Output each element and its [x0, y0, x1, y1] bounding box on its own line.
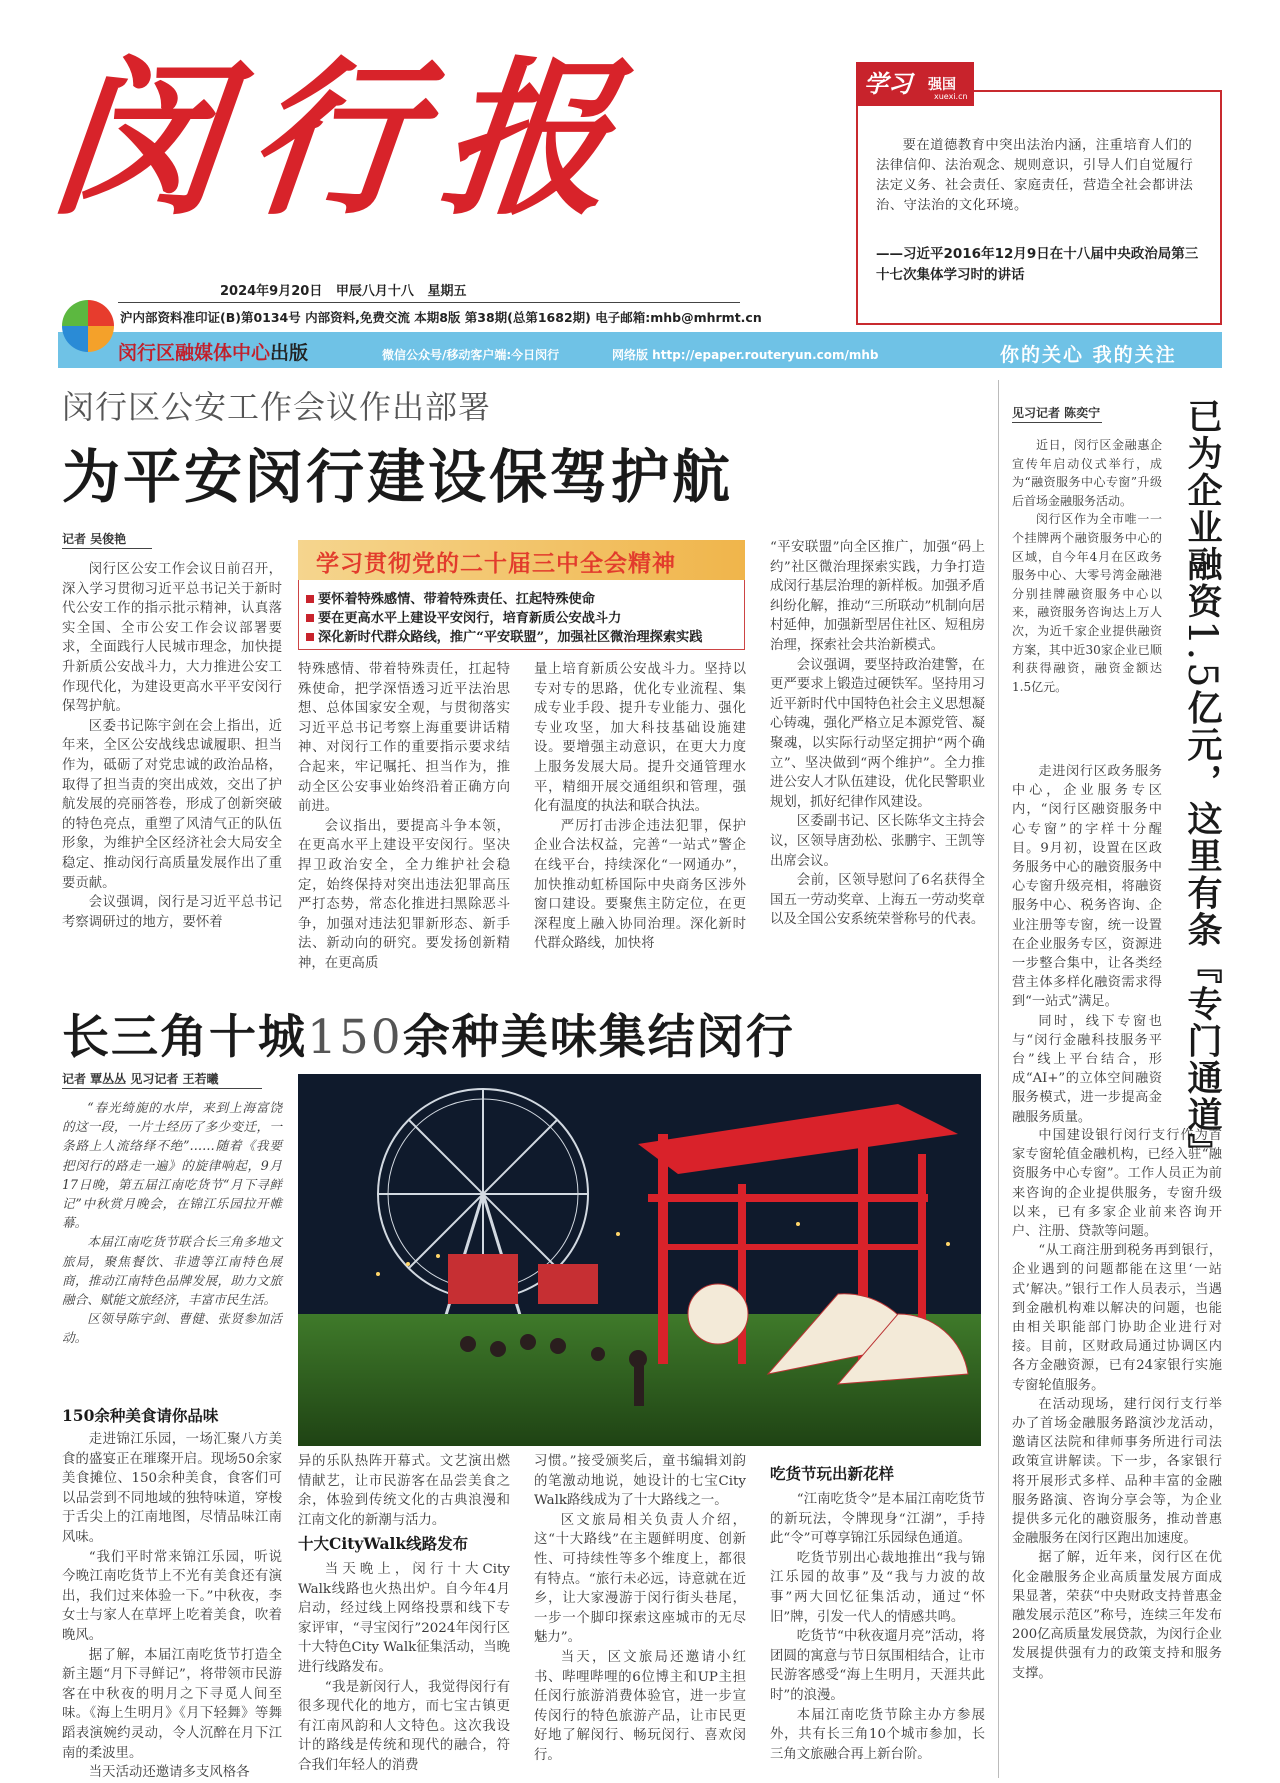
second-c4-para: 吃货节“中秋夜遛月亮”活动，将团圆的寓意与节日氛围相结合，让市民游客感受“海上生明月，天涯共此时”的浪漫。	[770, 1629, 985, 1703]
second-column-1	[62, 1430, 282, 1783]
study-item: 要在更高水平上建设平安闵行，培育新质公安战斗力	[306, 607, 621, 626]
second-byline-rule	[62, 1088, 262, 1089]
second-column-3	[534, 1452, 746, 1766]
banner-slogan: 你的关心 我的关注	[1000, 344, 1177, 366]
dateline	[220, 280, 467, 299]
second-c1-para: 当天活动还邀请多支风格各	[88, 1765, 250, 1781]
second-c1-para: “我们平时常来锦江乐园，听说今晚江南吃货节上不光有美食还有演出，我们过来体验一下。”中秋夜，李女士与家人在草坪上吃着美食，吹着晚风。	[62, 1549, 282, 1643]
festival-photo-illustration	[298, 1074, 981, 1446]
lead-column-2	[298, 660, 510, 974]
issue-date: 2024年9月20日	[220, 284, 323, 299]
second-subhead-2: 十大CityWalk线路发布	[298, 1534, 469, 1553]
second-c2-para: 当天晚上，闵行十大City Walk线路也火热出炉。自今年4月启动，经过线上网络投票和线下专家评审，“寻宝闵行”2024年闵行区十大特色City Walk征集活动，当晚进行线路发布。	[298, 1562, 511, 1675]
sidebar-para: 在活动现场，建行闵行支行举办了首场金融服务路演沙龙活动，邀请区法院和律师事务所进行司法政策宣讲解读。下一步，各家银行将开展形式多样、品种丰富的金融服务路演、咨询分享会等，为企业提供多元化的融资服务，推动普惠金融服务在闵行区跑出加速度。	[1012, 1396, 1222, 1547]
sidebar-column-wide	[1012, 1126, 1222, 1683]
sidebar-para: 闵行区作为全市唯一一个挂牌两个融资服务中心的区域，自今年4月在区政务服务中心、大零号湾金融港分别挂牌融资服务中心以来，融资服务咨询达上万人次，为近千家企业提供融资方案，其中近30家企业已顺利获得融资，融资金额达1.5亿元。	[1012, 512, 1162, 694]
xuexi-brand: 学习	[864, 69, 912, 98]
publisher-label: 闵行区融媒体中心	[118, 342, 271, 364]
study-callout-title: 学习贯彻党的二十届三中全会精神	[316, 551, 676, 577]
second-byline: 记者 覃丛丛 见习记者 王若曦	[62, 1072, 219, 1086]
lead-col1-para: 闵行区公安工作会议日前召开，深入学习贯彻习近平总书记关于新时代公安工作的指示批示精神，认真落实全国、全市公安工作会议部署要求，全面践行人民城市理念，加快提升新质公安战斗力，大力推进公安工作现代化，为建设更高水平平安闵行保驾护航。	[62, 562, 282, 715]
quote-text: 要在道德教育中突出法治内涵，注重培育人们的法律信仰、法治观念、规则意识，引导人们自觉履行法定义务、社会责任、家庭责任，营造全社会都讲法治、守法治的文化环境。	[876, 138, 1194, 213]
sidebar-para: 中国建设银行闵行支行作为首家专窗轮值金融机构，已经入驻“融资服务中心专窗”。工作人员正为前来咨询的企业提供服务，专窗升级以来，已有多家企业前来咨询开户、注册、贷款等问题。	[1012, 1128, 1222, 1240]
sidebar-byline: 见习记者 陈奕宁	[1012, 406, 1101, 420]
second-column-4	[770, 1490, 985, 1764]
sidebar-para: “从工商注册到税务再到银行，企业遇到的问题都能在这里‘一站式’解决。”银行工作人员表示，当遇到金融机构难以解决的问题，也能由相关职能部门协助企业进行对接。目前，区财政局通过协调区内各方金融资源，已有24家银行实施专窗轮值服务。	[1012, 1243, 1222, 1393]
lead-col3-para: 严厉打击涉企违法犯罪，保护企业合法权益，完善“一站式”警企在线平台，持续深化“一网通办”，加快推动虹桥国际中央商务区涉外窗口建设。要聚焦主防定位，在更深程度上融入协同治理。深化新时代群众路线，加快将	[534, 818, 746, 952]
second-headline-number: 150	[307, 1010, 403, 1065]
newspaper-title: 闵行报	[44, 40, 648, 238]
xuexi-url: xuexi.cn	[934, 92, 968, 101]
lead-col2-para: 特殊感情、带着特殊责任，扛起特殊使命，把学深悟透习近平法治思想、总体国家安全观，与贯彻落实习近平总书记考察上海重要讲话精神、对闵行工作的重要指示要求结合起来，牢记嘱托、担当作为，推动全区公安事业始终沿着正确方向前进。	[298, 662, 510, 815]
second-intro-para: “春光绮旎的水岸，来到上海富饶的这一段，一片土经历了多少变迁，一条路上人流络绎不绝”……随着《我要把闵行的路走一遍》的旋律响起，9月17日晚，第五届江南吃货节“月下寻鲜记”中秋赏月晚会，在锦江乐园拉开帷幕。	[62, 1100, 282, 1231]
sidebar-headline-part-b: 亿元，这里有条『专门通道』	[1182, 689, 1222, 1171]
study-item: 要怀着特殊感情、带着特殊责任、扛起特殊使命	[306, 588, 595, 607]
second-subhead-1: 150余种美食请你品味	[62, 1406, 219, 1425]
study-item: 深化新时代群众路线，推广“平安联盟”，加强社区微治理探索实践	[306, 626, 702, 645]
second-intro	[62, 1098, 282, 1348]
sidebar-para: 同时，线下专窗也与“闵行金融科技服务平台”线上平台结合，形成“AI+”的立体空间融资服务模式，进一步提高金融服务质量。	[1012, 1013, 1162, 1125]
second-c2-lead: 异的乐队热阵开幕式。文艺演出燃情献艺，让市民游客在品尝美食之余，体验到传统文化的古典浪漫和江南文化的新潮与活力。	[298, 1454, 510, 1528]
second-subhead-3: 吃货节玩出新花样	[770, 1464, 895, 1483]
sidebar-headline-number: 1.5	[1179, 620, 1225, 690]
column-divider	[998, 380, 999, 1778]
publisher-name	[118, 338, 308, 365]
lead-headline: 为平安闵行建设保驾护航	[62, 443, 734, 511]
lead-col2-para: 会议指出，要提高斗争本领，在更高水平上建设平安闵行。坚决捍卫政治安全，全力维护社会稳定，始终保持对突出违法犯罪高压严打态势，常态化推进扫黑除恶斗争，加强对违法犯罪新形态、新手法、新动向的研究。要发扬创新精神，在更高质	[298, 818, 510, 971]
lead-col4-para: 会议强调，要坚持政治建警，在更严要求上锻造过硬铁军。坚持用习近平新时代中国特色社会主义思想凝心铸魂，强化严格立足本源党管、凝聚魂，以实际行动坚定拥护“两个确立”、坚决做到“两个维护”。全力推进公安人才队伍建设，优化民警职业规划，抓好纪律作风建设。	[770, 657, 985, 810]
second-c3-para: 当天，区文旅局还邀请小红书、哔哩哔哩的6位博主和UP主担任闵行旅游消费体验官，进一步宣传闵行的特色旅游产品，让市民更好地了解闵行、畅玩闵行、喜欢闵行。	[534, 1649, 746, 1763]
sidebar-para: 据了解，近年来，闵行区在优化金融服务企业高质量发展方面成果显著，荣获“中央财政支持普惠金融发展示范区”称号，连续三年发布200亿高质量发展贷款，为闵行企业发展提供强有力的政策支持和服务支撑。	[1012, 1550, 1222, 1681]
second-c4-para: “江南吃货令”是本届江南吃货节的新玩法，令牌现身“江湖”，手持此“令”可尊享锦江乐园绿色通道。	[770, 1492, 985, 1547]
masthead-rule	[118, 302, 740, 303]
second-c1-para: 据了解，本届江南吃货节打造全新主题“月下寻鲜记”，将带领市民游客在中秋夜的明月之下寻觅人间至味。《海上生明月》《月下轻舞》等舞蹈表演婉约灵动，令人沉醉在月下江南的柔波里。	[62, 1647, 282, 1761]
masthead-logo	[44, 40, 755, 270]
lead-column-4	[770, 538, 985, 930]
lead-column-3	[534, 660, 746, 954]
weekday: 星期五	[427, 284, 467, 299]
byline-rule	[62, 548, 152, 549]
lead-col4-para: “平安联盟”向全区推广，加强“码上约”社区微治理探索实践，力争打造成闵行基层治理的新样板。加强矛盾纠纷化解，推动“三所联动”机制向居村延伸，加强新型居住社区、短租房治理，探索社会共治新模式。	[770, 540, 985, 653]
second-column-2b	[298, 1560, 510, 1776]
sidebar-column-mid	[1012, 762, 1162, 1127]
second-intro-para: 区领导陈宇剑、曹健、张贤参加活动。	[62, 1311, 282, 1346]
second-c1-para: 走进锦江乐园，一场汇聚八方美食的盛宴正在璀璨开启。现场50余家美食摊位、150余种美食，食客们可以品尝到不同地域的独特味道，穿梭于舌尖上的江南地图，尽情品味江南风味。	[62, 1432, 282, 1545]
sidebar-column-narrow	[1012, 436, 1162, 696]
lead-col4-para: 会前，区领导慰问了6名获得全国五一劳动奖章、上海五一劳动奖章以及全国公安系统荣誉称号的代表。	[770, 873, 985, 928]
second-c3-para: 习惯。”接受颁奖后，童书编辑刘韵的笔激动地说，她设计的七宝City Walk路线成为了十大路线之一。	[534, 1454, 746, 1509]
lead-col4-para: 区委副书记、区长陈华文主持会议，区领导唐劲松、张鹏宇、王凯等出席会议。	[770, 814, 985, 869]
sidebar-byline-rule	[1012, 422, 1102, 423]
web-edition-link[interactable]: 网络版 http://epaper.routeryun.com/mhb	[612, 348, 879, 362]
wechat-info: 微信公众号/移动客户端:今日闵行	[382, 348, 560, 362]
publication-info: 沪内部资料准印证(B)第0134号 内部资料,免费交流 本期8版 第38期(总第1682期) 电子邮箱:mhb@mhrmt.cn	[120, 310, 762, 325]
lunar-date: 甲辰八月十八	[335, 284, 414, 299]
sidebar-headline	[1172, 398, 1225, 1218]
second-headline-part-b: 余种美味集结闵行	[402, 1010, 795, 1065]
xuexi-brand-suffix: 强国	[928, 77, 956, 93]
second-c2-para: “我是新闵行人，我觉得闵行有很多现代化的地方，而七宝古镇更有江南风韵和人文特色。这次我设计的路线是传统和现代的融合，符合我们年轻人的消费	[298, 1679, 510, 1773]
media-center-logo-icon	[62, 300, 114, 352]
second-column-2	[298, 1452, 510, 1530]
second-c4-para: 本届江南吃货节除主办方参展外，共有长三角10个城市参加，长三角文旅融合再上新台阶。	[770, 1707, 985, 1762]
lead-kicker: 闵行区公安工作会议作出部署	[62, 388, 492, 426]
second-headline	[62, 1000, 795, 1067]
second-c3-para: 区文旅局相关负责人介绍，这“十大路线”在主题鲜明度、创新性、可持续性等多个维度上，都很有特点。“旅行未必远，诗意就在近乡，让大家漫游于闵行街头巷尾，一步一个脚印探索这座城市的无尽魅力”。	[534, 1512, 746, 1646]
lead-col3-para: 量上培育新质公安战斗力。坚持以专对专的思路，优化专业流程、集成专业手段、提升专业能力、强化专业攻坚，加大科技基础设施建设。要增强主动意识，在更大力度上服务发展大局。提升交通管理水平，精细开展交通组织和管理，强化有温度的执法和联合执法。	[534, 662, 746, 815]
lead-byline: 记者 吴俊艳	[62, 532, 127, 546]
lead-col1-para: 会议强调，闵行是习近平总书记考察调研过的地方，要怀着	[62, 895, 282, 930]
festival-photo	[298, 1074, 981, 1446]
sidebar-para: 近日，闵行区金融惠企宣传年启动仪式举行，成为“融资服务中心专窗”升级后首场金融服务活动。	[1012, 438, 1162, 508]
sidebar-para: 走进闵行区政务服务中心，企业服务专区内，“闵行区融资服务中心专窗”的字样十分醒目。9月初，设置在区政务服务中心的融资服务中心专窗升级亮相，将融资服务中心、税务咨询、企业注册等专窗，统一设置在企业服务专区，资源进一步整合集中，让各类经营主体多样化融资需求得到“一站式”满足。	[1012, 764, 1162, 1010]
second-c4-para: 吃货节别出心裁地推出“我与锦江乐园的故事”及“我与力波的故事”两大回忆征集活动，通过“怀旧”牌，引发一代人的情感共鸣。	[770, 1550, 985, 1625]
quote-source: ——习近平2016年12月9日在十八届中央政治局第三十七次集体学习时的讲话	[876, 246, 1199, 283]
lead-column-1	[62, 560, 282, 932]
second-intro-para: 本届江南吃货节联合长三角多地文旅局，聚焦餐饮、非遗等江南特色展商，推动江南特色品牌发展，助力文旅融合、赋能文旅经济，丰富市民生活。	[62, 1234, 282, 1308]
second-headline-part-a: 长三角十城	[62, 1010, 307, 1065]
sidebar-headline-part-a: 已为企业融资	[1182, 398, 1222, 620]
lead-col1-para: 区委书记陈宇剑在会上指出，近年来，全区公安战线忠诚履职、担当作为，砥砺了对党忠诚的政治品格，取得了担当责的突出成效，交出了护航发展的亮丽答卷，形成了创新突破的特色亮点，重塑了风清气正的队伍形象，为维护全区经济社会大局安全稳定、推动闵行高质量发展作出了重要贡献。	[62, 718, 282, 891]
publisher-suffix: 出版	[270, 342, 309, 364]
